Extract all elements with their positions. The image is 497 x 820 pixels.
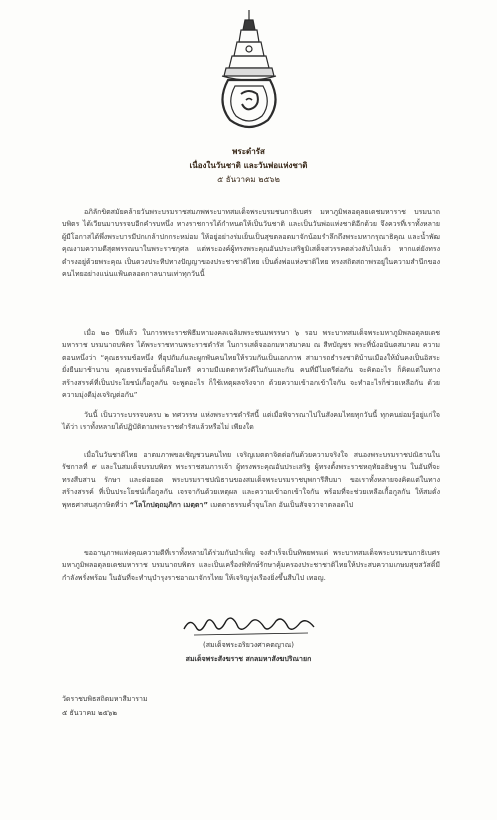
paragraph-1: อภิลักขิตสมัยคล้ายวันพระบรมราชสมภพพระบาทสมเด็จพระบรมชนกาธิเบศร มหาภูมิพลอดุลยเดชมหาราช บรมนาถบพิตร ได้เวียนมาบรรจบอีกคำรบหนึ่ง ทางราชการได้กำหนดให้เป็นวันชาติ และเป็นวันพ่อแห่งชาติอีกด้วย จึงควรที่เราทั้งหลาย ผู้มีโอกาสได้พึ่งพระบารมีปกเกล้าปกกระหม่อม ให้อยู่อย่างร่มเย็นเป็นสุขตลอดมาจักน้อมรำลึกถึงพระมหากรุณาธิคุณ และน้ำพัฒคุณงามความดีสุดพรรณนาในพระราชกุศล แต่พระองค์ผู้ทรงพระคุณอันประเสริฐมิเสด็จสวรรคตล่วงลับไปแล้ว หากแต่ยังทรงดำรงอยู่ด้วยพระคุณ เป็นดวงประทีปทางปัญญาของประชาชาติไทย เป็นดั่งพ่อแห่งชาติไทย ทรงสถิตสถาพรอยู่ในความสำนึกของคนไทยอย่างแน่นแฟ้นตลอดกาลนานเท่าทุกวันนี้ bbox=[62, 208, 440, 279]
paragraph-5: ขออานุภาพแห่งคุณความดีที่เราทั้งหลายได้ร่วมกันบำเพ็ญ จงสำเร็จเป็นทิพยพรแด่ พระบาทสมเด็จพระบรมชนกาธิเบศร มหาภูมิพลอดุลยเดชมหาราช บรมนาถบพิตร และเป็นเครื่องพิทักษ์รักษาคุ้มครองประชาชาติไทยให้ประสบความเกษมสุขสวัสดิ์มีกำลังพรั่งพร้อม ในอันที่จะทำนุบำรุงราชอาณาจักรไทย ให้เจริญรุ่งเรืองยิ่งขึ้นสืบไป เทอญ. bbox=[62, 549, 440, 582]
footer-place: วัดราชบพิธสถิตมหาสีมาราม bbox=[62, 695, 148, 703]
quote-bold: “โลโกปตฺถมฺภิกา เมตฺตา” bbox=[129, 500, 208, 509]
document-title: พระดำรัส bbox=[232, 147, 265, 156]
paragraph-4 bbox=[62, 449, 440, 511]
quote-tail: เมตตาธรรมค้ำจุนโลก อันเป็นสัจจวาจาตลอดไป bbox=[207, 500, 354, 509]
handwritten-signature bbox=[180, 609, 320, 639]
document-subtitle: เนื่องในวันชาติ และวันพ่อแห่งชาติ bbox=[189, 161, 308, 170]
signer-title: สมเด็จพระสังฆราช สกลมหาสังฆปริณายก bbox=[185, 655, 312, 663]
paragraph-3: วันนี้ เป็นวาระบรรจบครบ ๒ ทศวรรษ แห่งพระราชดำรัสนี้ แต่เมื่อพิจารณาไปในสังคมไทยทุกวันนี้ ทุกคนย่อมรู้อยู่แก่ใจได้ว่า เราทั้งหลายได้ปฏิบัติตามพระราชดำรัสแล้วหรือไม่ เพียงใด bbox=[62, 411, 440, 432]
document-date: ๕ ธันวาคม ๒๕๖๒ bbox=[217, 175, 280, 184]
royal-emblem-icon bbox=[208, 8, 290, 136]
paragraph-2: เมื่อ ๒๐ ปีที่แล้ว ในการพระราชพิธีมหามงคลเฉลิมพระชนมพรรษา ๖ รอบ พระบาทสมเด็จพระมหาภูมิพลอดุลยเดชมหาราช บรมนาถบพิตร ได้พระราชทานพระราชดำรัส ในการเสด็จออกมหาสมาคม ณ สีหบัญชร พระที่นั่งอนันตสมาคม ความตอนหนึ่งว่า “คุณธรรมข้อหนึ่ง ที่อุปถัมภ์และผูกพันคนไทยให้รวมกันเป็นเอกภาพ สามารถธำรงชาติบ้านเมืองให้มั่นคงเป็นอิสระยั่งยืนมาช้านาน คุณธรรมข้อนั้นก็คือไมตรี ความมีเมตตาหวังดีในกันและกัน คนที่มีไมตรีต่อกัน จะคิดอะไร ก็คิดแต่ในทางสร้างสรรค์ที่เป็นประโยชน์เกื้อกูลกัน จะพูดอะไร ก็ใช้เหตุผลจริงจาก ด้วยความเข้าอกเข้าใจกัน จะทำอะไรก็ช่วยเหลือกัน ด้วยความมุ่งดีมุ่งเจริญต่อกัน” bbox=[62, 329, 440, 400]
paragraph-4-text: เมื่อในวันชาติไทย อาตมภาพขอเชิญชวนคนไทย เจริญเมตตาจิตต่อกันด้วยความจริงใจ สนองพระบรมราชปณิธานในรัชกาลที่ ๙ และในสมเด็จบรมบพิตร พระราชสมภารเจ้า ผู้ทรงพระคุณอันประเสริฐ ผู้ทรงตั้งพระราชหฤทัยอธิษฐาน ในอันที่จะทรงสืบสาน รักษา และต่อยอด พระบรมราชปณิธานของสมเด็จพระบรมราชบุพการีสืบมา ขอเราทั้งหลายจงคิดแต่ในทางสร้างสรรค์ ที่เป็นประโยชน์เกื้อกูลกัน เจรจากันด้วยเหตุผล และความเข้าอกเข้าใจกัน พร้อมที่จะช่วยเหลือเกื้อกูลกัน ให้สมดั่งพุทธศาสนสุภาษิตที่ว่า bbox=[62, 451, 440, 509]
signer-name: (สมเด็จพระอริยวงศาคตญาณ) bbox=[203, 641, 294, 649]
footer-date: ๕ ธันวาคม ๒๕๖๒ bbox=[62, 709, 117, 717]
